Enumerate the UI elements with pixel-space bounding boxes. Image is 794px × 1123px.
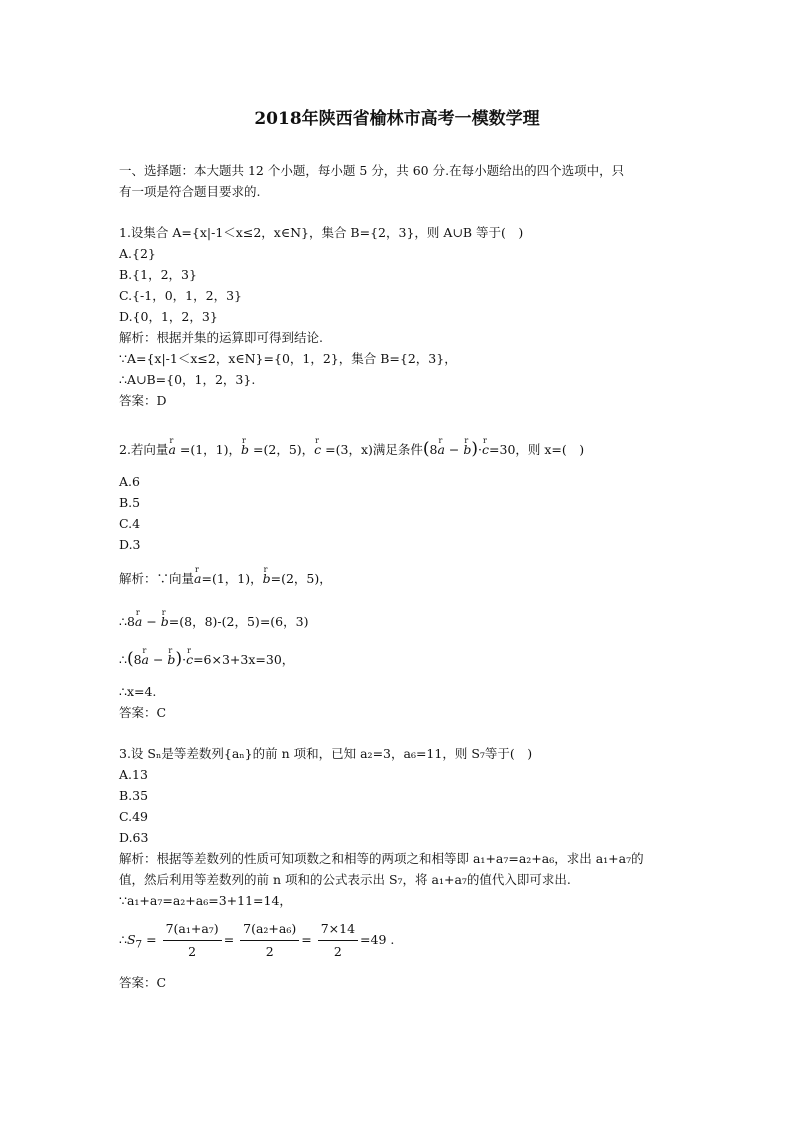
q1-step2: ∴A∪B={0，1，2，3}.	[119, 372, 256, 387]
q3-answer: 答案：C	[119, 975, 167, 990]
fraction-1: $\frac{\text{7(a₁+a₇)}}{2}$	[163, 920, 222, 961]
q3-stem: 3.设 Sₙ是等差数列{aₙ}的前 n 项和，已知 a₂=3，a₆=11，则 S₇等于( )	[119, 746, 533, 761]
q2-option-b: B.5	[119, 495, 141, 510]
q1-stem: 1.设集合 A={x|-1＜x≤2，x∈N}，集合 B={2，3}，则 A∪B 等于( )	[119, 225, 524, 240]
q1-step1: ∵A={x|-1＜x≤2，x∈N}={0，1，2}，集合 B={2，3}，	[119, 351, 457, 366]
q2-analysis-a: =(1，1)，	[201, 571, 263, 586]
q3-analysis-line2: 值，然后利用等差数列的前 n 项和的公式表示出 S₇，将 a₁+a₇的值代入即可求出.	[119, 872, 571, 887]
q2-step3: ∴x=4.	[119, 684, 157, 699]
q1-option-b: B.{1，2，3}	[119, 267, 197, 282]
q2-option-d: D.3	[119, 537, 141, 552]
page-title: 2018年陕西省榆林市高考一模数学理	[254, 109, 540, 129]
q2-step2-tail: =6×3+3x=30，	[193, 652, 295, 667]
vector-a: r a	[168, 442, 175, 457]
q3-option-c: C.49	[119, 809, 148, 824]
fraction-2: $\frac{\text{7(a₂+a₆)}}{2}$	[240, 920, 299, 961]
q2-option-a: A.6	[119, 474, 140, 489]
q2-analysis: 解析：∵向量r a=(1，1)，r b=(2，5)，	[119, 570, 332, 588]
q1-analysis: 解析：根据并集的运算即可得到结论.	[119, 330, 323, 345]
q2-stem-prefix: 2.若向量	[119, 442, 169, 457]
q2-b-value: =(2，5)，	[253, 442, 315, 457]
q3-sum-formula: $\therefore S_7$ = $\frac{\text{7(a₁+a₇)}}{2}$ = $\frac{\text{7(a₂+a₆)}}{2}$ = $\frac{7\times 14}{2}$ =49 .	[119, 921, 395, 959]
q2-answer: 答案：C	[119, 705, 167, 720]
section-intro-line2: 有一项是符合题目要求的.	[119, 184, 261, 199]
q2-step1: ∴8r a − r b=(8，8)-(2，5)=(6，3)	[119, 613, 308, 631]
q3-option-b: B.35	[119, 788, 149, 803]
q1-option-a: A.{2}	[119, 246, 156, 261]
q2-analysis-prefix: 解析：∵向量	[119, 571, 195, 586]
q1-answer: 答案：D	[119, 393, 167, 408]
vector-c: r c	[314, 442, 321, 457]
q2-stem: 2.若向量r a =(1，1)，r b =(2，5)，r c =(3，x)满足条件(8r a − r b)·r c=30，则 x=( )	[119, 440, 584, 459]
fraction-3: $\frac{7\times 14}{2}$	[318, 920, 358, 961]
q2-a-value: =(1，1)，	[179, 442, 242, 457]
q2-step1-tail: =(8，8)-(2，5)=(6，3)	[168, 614, 309, 629]
q1-option-d: D.{0，1，2，3}	[119, 309, 218, 324]
q3-step1: ∵a₁+a₇=a₂+a₆=3+11=14，	[119, 893, 292, 908]
q3-analysis-line1: 解析：根据等差数列的性质可知项数之和相等的两项之和相等即 a₁+a₇=a₂+a₆，求出 a₁+a₇的	[119, 851, 644, 866]
q1-option-c: C.{-1，0，1，2，3}	[119, 288, 242, 303]
section-intro-line1: 一、选择题：本大题共 12 个小题，每小题 5 分，共 60 分.在每小题给出的四个选项中，只	[119, 163, 625, 178]
q2-option-c: C.4	[119, 516, 141, 531]
q3-option-a: A.13	[119, 767, 148, 782]
q2-step2: ∴(8r a − r b)·r c=6×3+3x=30，	[119, 650, 294, 669]
q3-option-d: D.63	[119, 830, 149, 845]
vector-b: r b	[241, 442, 249, 457]
q2-condition-tail: =30，则 x=( )	[489, 442, 585, 457]
q2-analysis-b: =(2，5)，	[270, 571, 332, 586]
q3-result: =49 .	[360, 932, 395, 947]
q2-c-value: =(3，x)满足条件	[325, 442, 423, 457]
